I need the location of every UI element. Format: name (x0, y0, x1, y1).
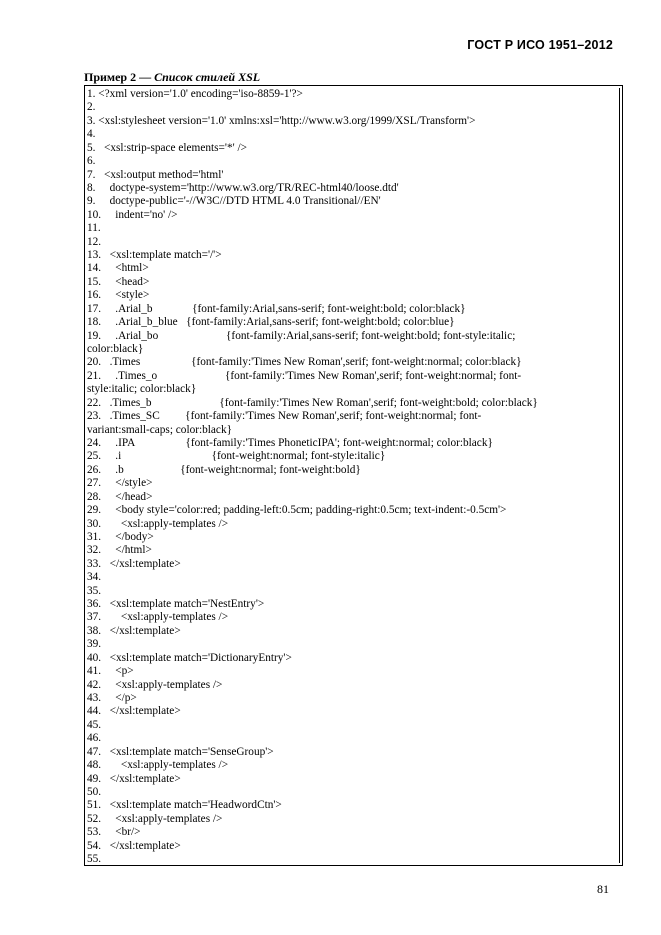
example-label: Пример 2 — (84, 70, 155, 84)
example-caption (84, 70, 260, 85)
code-line: 47. <xsl:template match='SenseGroup'> (87, 745, 274, 758)
code-line: 10. indent='no' /> (87, 208, 178, 221)
code-line: 3. <xsl:stylesheet version='1.0' xmlns:xsl='http://www.w3.org/1999/XSL/Transform'> (87, 114, 476, 127)
code-line: 30. <xsl:apply-templates /> (87, 517, 229, 530)
code-line: 25. .i {font-weight:normal; font-style:italic} (87, 450, 386, 463)
code-line: 50. (87, 785, 102, 798)
code-line: 34. (87, 571, 102, 584)
code-line: 13. <xsl:template match='/'> (87, 249, 222, 262)
code-line: 37. <xsl:apply-templates /> (87, 611, 229, 624)
code-line: 23. .Times_SC {font-family:'Times New Roman',serif; font-weight:normal; font- (87, 410, 482, 423)
code-line: 42. <xsl:apply-templates /> (87, 678, 223, 691)
code-line: 51. <xsl:template match='HeadwordCtn'> (87, 799, 282, 812)
code-line: 11. (87, 222, 101, 235)
code-line: 17. .Arial_b {font-family:Arial,sans-serif; font-weight:bold; color:black} (87, 302, 466, 315)
code-line: 19. .Arial_bo {font-family:Arial,sans-serif; font-weight:bold; font-style:italic; (87, 329, 516, 342)
code-line: 28. </head> (87, 490, 153, 503)
code-line: 15. <head> (87, 275, 150, 288)
code-line: 53. <br/> (87, 826, 141, 839)
code-line: 2. (87, 101, 96, 114)
code-line: 45. (87, 718, 102, 731)
code-line: 38. </xsl:template> (87, 624, 181, 637)
code-line: 54. </xsl:template> (87, 839, 181, 852)
code-line: 48. <xsl:apply-templates /> (87, 759, 229, 772)
code-line: 33. </xsl:template> (87, 557, 181, 570)
code-line: 35. (87, 584, 102, 597)
code-line: 8. doctype-system='http://www.w3.org/TR/REC-html40/loose.dtd' (87, 181, 399, 194)
code-line: 39. (87, 638, 102, 651)
code-line: 52. <xsl:apply-templates /> (87, 812, 223, 825)
code-line: variant:small-caps; color:black} (87, 423, 233, 436)
document-header: ГОСТ Р ИСО 1951–2012 (467, 38, 613, 52)
code-line: 24. .IPA {font-family:'Times PhoneticIPA'; font-weight:normal; color:black} (87, 436, 493, 449)
code-line: 16. <style> (87, 289, 150, 302)
code-line: 49. </xsl:template> (87, 772, 181, 785)
code-line: 4. (87, 128, 96, 141)
code-line: style:italic; color:black} (87, 383, 197, 396)
code-line: 26. .b {font-weight:normal; font-weight:bold} (87, 463, 361, 476)
code-line: 7. <xsl:output method='html' (87, 168, 224, 181)
code-line: 21. .Times_o {font-family:'Times New Roman',serif; font-weight:normal; font- (87, 369, 522, 382)
code-line: 27. </style> (87, 477, 153, 490)
code-line: 6. (87, 155, 96, 168)
code-line: 44. </xsl:template> (87, 705, 181, 718)
code-line: 20. .Times {font-family:'Times New Roman',serif; font-weight:normal; color:black} (87, 356, 522, 369)
code-line: 29. <body style='color:red; padding-left:0.5cm; padding-right:0.5cm; text-indent:-0.5cm'> (87, 504, 507, 517)
code-line: 1. <?xml version='1.0' encoding='iso-8859-1'?> (87, 88, 303, 100)
code-line: 41. <p> (87, 665, 134, 678)
code-listing-box (84, 85, 623, 866)
code-line: 55. (87, 853, 102, 866)
code-line: color:black} (87, 343, 144, 356)
code-line: 5. <xsl:strip-space elements='*' /> (87, 141, 247, 154)
example-title: Список стилей XSL (154, 70, 261, 84)
code-line: 43. </p> (87, 691, 137, 704)
code-line: 22. .Times_b {font-family:'Times New Roman',serif; font-weight:bold; color:black} (87, 396, 538, 409)
code-line: 36. <xsl:template match='NestEntry'> (87, 598, 265, 611)
code-line: 9. doctype-public='-//W3C//DTD HTML 4.0 Transitional//EN' (87, 195, 381, 208)
code-line: 46. (87, 732, 102, 745)
code-line: 14. <html> (87, 262, 149, 275)
code-line: 40. <xsl:template match='DictionaryEntry'> (87, 651, 292, 664)
code-line: 12. (87, 235, 102, 248)
code-listing (85, 86, 622, 866)
code-line: 31. </body> (87, 530, 154, 543)
page-number: 81 (597, 882, 609, 896)
code-line: 18. .Arial_b_blue {font-family:Arial,sans-serif; font-weight:bold; color:blue} (87, 316, 455, 329)
code-line: 32. </html> (87, 544, 152, 557)
